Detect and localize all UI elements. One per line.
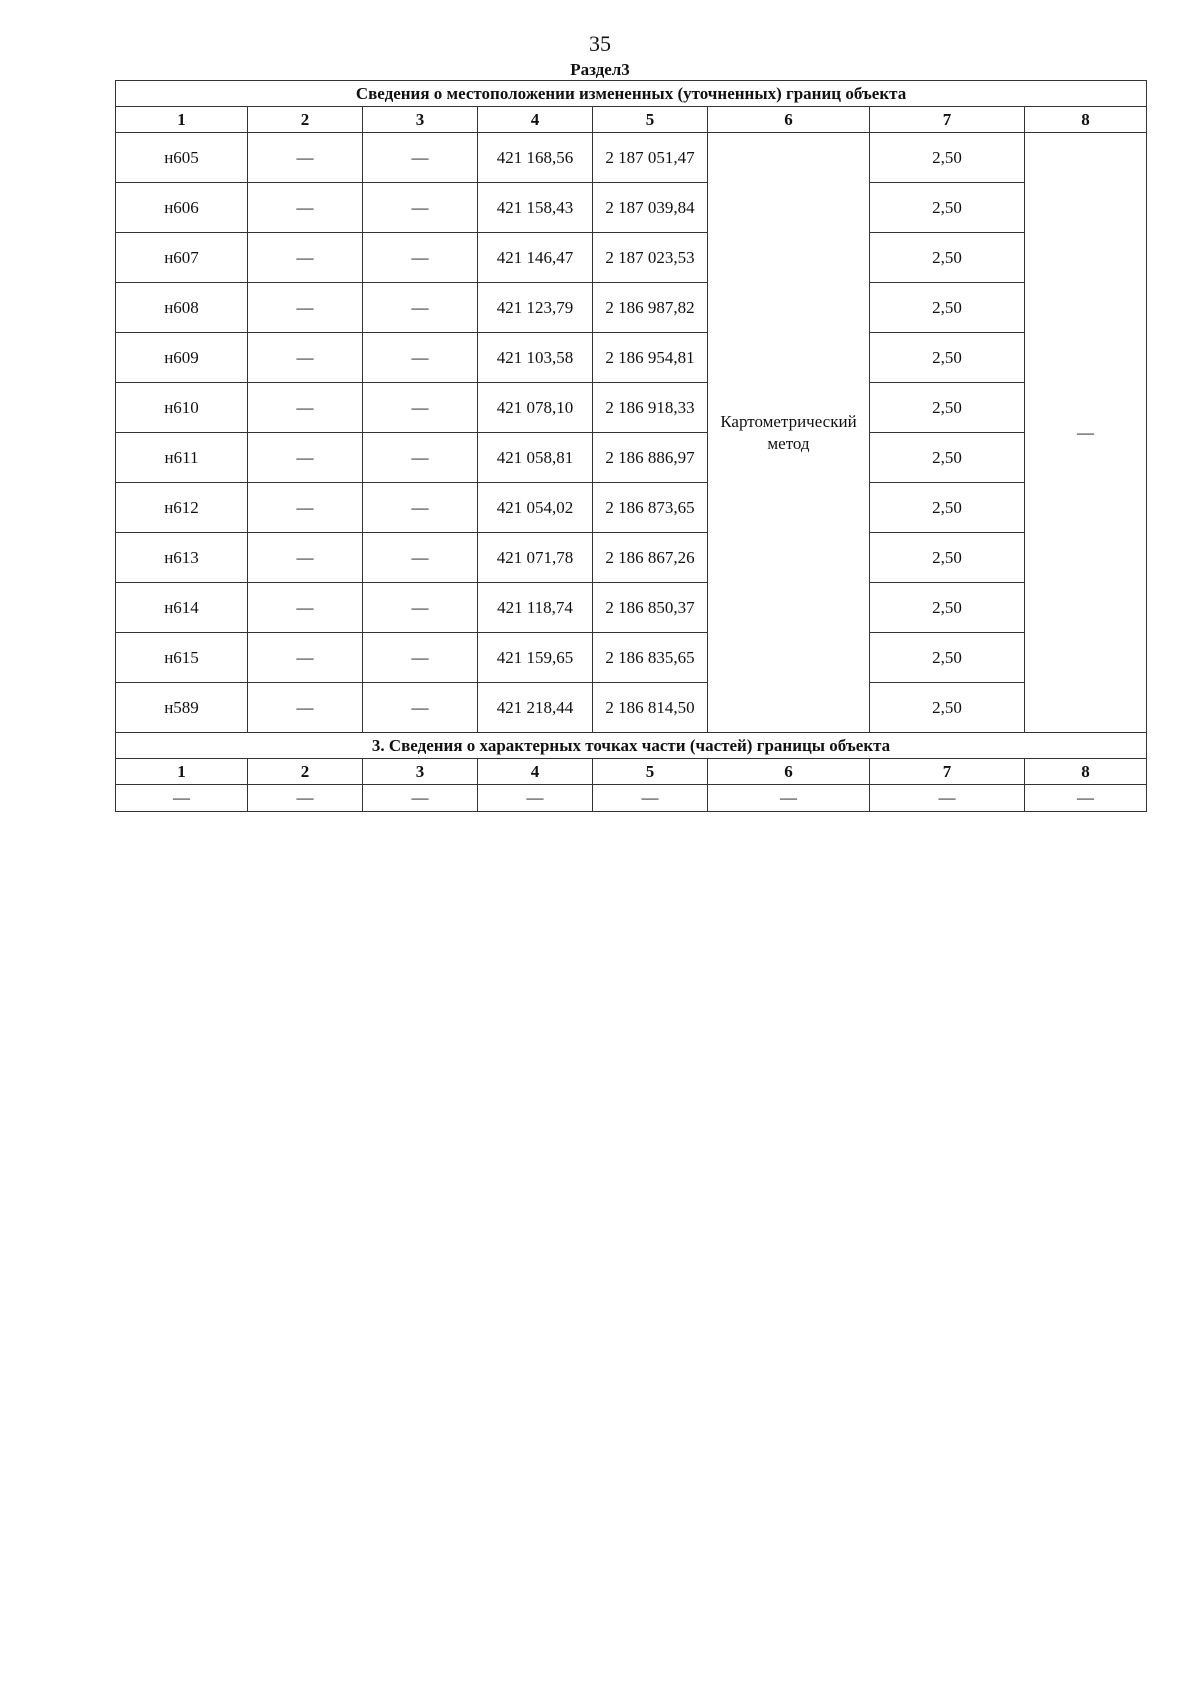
page-number: 35 — [589, 31, 611, 56]
new-x-cell: 421 168,56 — [478, 133, 593, 183]
subsection-cell: — — [708, 785, 870, 812]
new-x-cell: 421 123,79 — [478, 283, 593, 333]
new-y-cell: 2 186 814,50 — [593, 683, 708, 733]
subsection-caption: 3. Сведения о характерных точках части (частей) границы объекта — [116, 733, 1147, 759]
column-header: 6 — [708, 107, 870, 133]
subsection-column-header: 2 — [248, 759, 363, 785]
old-y-cell: — — [363, 183, 478, 233]
old-x-cell: — — [248, 283, 363, 333]
table-row — [116, 683, 1147, 733]
old-y-cell: — — [363, 283, 478, 333]
new-x-cell: 421 158,43 — [478, 183, 593, 233]
table-row — [116, 633, 1147, 683]
new-y-cell: 2 186 867,26 — [593, 533, 708, 583]
subsection-cell: — — [363, 785, 478, 812]
table-row — [116, 283, 1147, 333]
old-x-cell: — — [248, 483, 363, 533]
table-caption: Сведения о местоположении измененных (уточненных) границ объекта — [116, 81, 1147, 107]
column-header: 4 — [478, 107, 593, 133]
new-x-cell: 421 103,58 — [478, 333, 593, 383]
column-header-row — [116, 107, 1147, 133]
table-row — [116, 533, 1147, 583]
point-name-cell: н612 — [116, 483, 248, 533]
subsection-caption-row — [116, 733, 1147, 759]
column-header: 5 — [593, 107, 708, 133]
subsection-column-header: 5 — [593, 759, 708, 785]
method-cell: Картометрический метод — [708, 133, 870, 733]
column-header: 7 — [870, 107, 1025, 133]
old-x-cell: — — [248, 633, 363, 683]
new-y-cell: 2 186 835,65 — [593, 633, 708, 683]
new-x-cell: 421 071,78 — [478, 533, 593, 583]
subsection-cell: — — [870, 785, 1025, 812]
table-row — [116, 183, 1147, 233]
new-y-cell: 2 187 039,84 — [593, 183, 708, 233]
subsection-column-header: 7 — [870, 759, 1025, 785]
accuracy-cell: 2,50 — [870, 383, 1025, 433]
column-header: 2 — [248, 107, 363, 133]
accuracy-cell: 2,50 — [870, 633, 1025, 683]
point-name-cell: н614 — [116, 583, 248, 633]
old-y-cell: — — [363, 533, 478, 583]
subsection-column-header: 1 — [116, 759, 248, 785]
old-x-cell: — — [248, 233, 363, 283]
accuracy-cell: 2,50 — [870, 483, 1025, 533]
new-x-cell: 421 054,02 — [478, 483, 593, 533]
old-y-cell: — — [363, 583, 478, 633]
old-x-cell: — — [248, 683, 363, 733]
column-header: 1 — [116, 107, 248, 133]
point-name-cell: н608 — [116, 283, 248, 333]
table-body — [116, 81, 1147, 812]
old-x-cell: — — [248, 383, 363, 433]
new-y-cell: 2 186 873,65 — [593, 483, 708, 533]
table-row — [116, 483, 1147, 533]
point-name-cell: н611 — [116, 433, 248, 483]
subsection-cell: — — [248, 785, 363, 812]
old-y-cell: — — [363, 133, 478, 183]
accuracy-cell: 2,50 — [870, 333, 1025, 383]
old-y-cell: — — [363, 683, 478, 733]
subsection-cell: — — [116, 785, 248, 812]
old-x-cell: — — [248, 433, 363, 483]
boundary-table — [115, 80, 1147, 812]
new-x-cell: 421 058,81 — [478, 433, 593, 483]
old-y-cell: — — [363, 333, 478, 383]
table-row — [116, 383, 1147, 433]
accuracy-cell: 2,50 — [870, 183, 1025, 233]
old-y-cell: — — [363, 383, 478, 433]
subsection-cell: — — [593, 785, 708, 812]
point-name-cell: н607 — [116, 233, 248, 283]
subsection-header-row — [116, 759, 1147, 785]
old-x-cell: — — [248, 333, 363, 383]
new-y-cell: 2 187 023,53 — [593, 233, 708, 283]
point-name-cell: н606 — [116, 183, 248, 233]
old-y-cell: — — [363, 633, 478, 683]
column-header: 8 — [1025, 107, 1147, 133]
column-header: 3 — [363, 107, 478, 133]
accuracy-cell: 2,50 — [870, 133, 1025, 183]
point-name-cell: н605 — [116, 133, 248, 183]
table-caption-row — [116, 81, 1147, 107]
old-x-cell: — — [248, 533, 363, 583]
old-x-cell: — — [248, 133, 363, 183]
new-x-cell: 421 078,10 — [478, 383, 593, 433]
old-x-cell: — — [248, 583, 363, 633]
point-name-cell: н610 — [116, 383, 248, 433]
subsection-column-header: 4 — [478, 759, 593, 785]
accuracy-cell: 2,50 — [870, 283, 1025, 333]
table-row — [116, 583, 1147, 633]
table-row — [116, 433, 1147, 483]
new-y-cell: 2 186 850,37 — [593, 583, 708, 633]
new-x-cell: 421 159,65 — [478, 633, 593, 683]
accuracy-cell: 2,50 — [870, 433, 1025, 483]
new-y-cell: 2 187 051,47 — [593, 133, 708, 183]
accuracy-cell: 2,50 — [870, 533, 1025, 583]
old-x-cell: — — [248, 183, 363, 233]
subsection-column-header: 3 — [363, 759, 478, 785]
accuracy-cell: 2,50 — [870, 583, 1025, 633]
section-title: Раздел3 — [570, 60, 630, 79]
subsection-column-header: 6 — [708, 759, 870, 785]
accuracy-cell: 2,50 — [870, 683, 1025, 733]
accuracy-cell: 2,50 — [870, 233, 1025, 283]
old-y-cell: — — [363, 433, 478, 483]
subsection-cell: — — [1025, 785, 1147, 812]
new-x-cell: 421 218,44 — [478, 683, 593, 733]
new-y-cell: 2 186 886,97 — [593, 433, 708, 483]
table-row — [116, 333, 1147, 383]
new-y-cell: 2 186 954,81 — [593, 333, 708, 383]
new-y-cell: 2 186 918,33 — [593, 383, 708, 433]
new-x-cell: 421 146,47 — [478, 233, 593, 283]
table-row — [116, 133, 1147, 183]
new-y-cell: 2 186 987,82 — [593, 283, 708, 333]
point-name-cell: н613 — [116, 533, 248, 583]
new-x-cell: 421 118,74 — [478, 583, 593, 633]
table-row — [116, 233, 1147, 283]
description-cell: — — [1025, 133, 1147, 733]
subsection-column-header: 8 — [1025, 759, 1147, 785]
point-name-cell: н615 — [116, 633, 248, 683]
old-y-cell: — — [363, 233, 478, 283]
subsection-row — [116, 785, 1147, 812]
point-name-cell: н589 — [116, 683, 248, 733]
old-y-cell: — — [363, 483, 478, 533]
point-name-cell: н609 — [116, 333, 248, 383]
subsection-cell: — — [478, 785, 593, 812]
